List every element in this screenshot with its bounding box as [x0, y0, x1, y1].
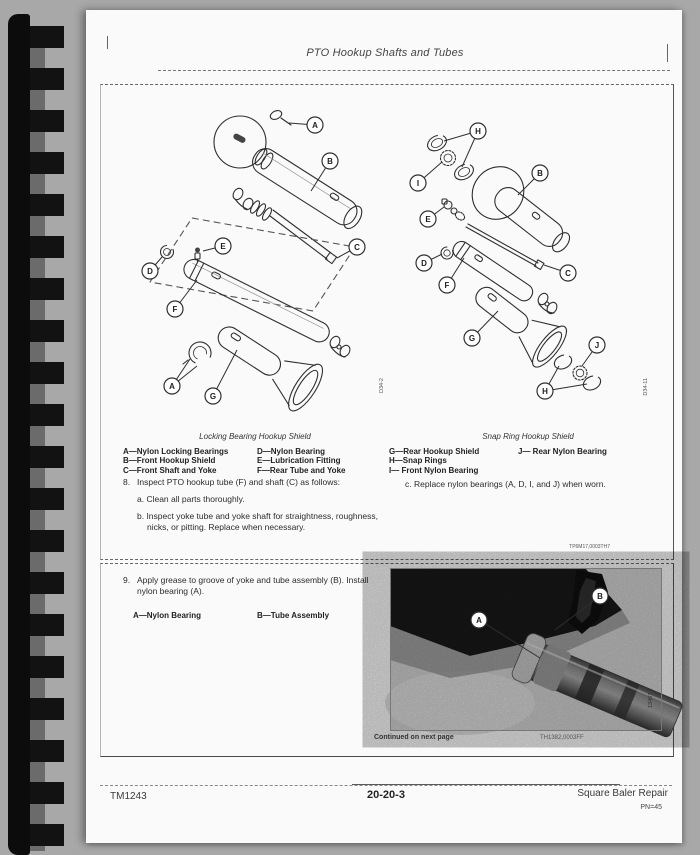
figure-code-right: D34-11: [643, 378, 649, 396]
right-exploded-diagram: [398, 95, 670, 425]
callout-letter-B: B: [537, 168, 543, 178]
running-header: PTO Hookup Shafts and Tubes: [306, 47, 464, 59]
footer-title: Square Baler Repair: [577, 788, 668, 799]
front-shaft-and-yoke: [231, 187, 336, 264]
footer-rule-solid: [352, 784, 620, 785]
step9-legend-a: A—Nylon Bearing: [133, 611, 202, 620]
nylon-locking-bearing: [183, 338, 215, 368]
snap-ring: [452, 161, 476, 183]
step9-number: 9.: [123, 575, 131, 585]
callout-letter-F: F: [444, 280, 450, 290]
legend-column-3: [389, 447, 479, 475]
callout-letter-A: A: [476, 615, 482, 625]
callout-letter-A: A: [312, 120, 318, 130]
callout-letter-G: G: [209, 391, 217, 401]
callout-letter-B: B: [597, 591, 603, 601]
front-shaft: [466, 224, 544, 269]
rear-hookup-shield: [463, 272, 572, 372]
footer-rule: [100, 785, 672, 786]
step8-sub-c: c. Replace nylon bearings (A, D, I, and J) when worn.: [405, 479, 606, 489]
legend-item: G—Rear Hookup Shield: [389, 447, 480, 456]
legend-column-2: [257, 447, 345, 475]
locking-clip: [269, 109, 283, 121]
legend-item: B—Front Hookup Shield: [123, 456, 216, 466]
step8-sub-b: b. Inspect yoke tube and yoke shaft for straightness, roughness, nicks, or pitting. Replace when necessary.: [137, 511, 378, 532]
front-shield-bell: [214, 116, 266, 168]
footer-manual-code: TM1243: [110, 791, 147, 802]
legend-column-4: [518, 447, 607, 456]
step8-number: 8.: [123, 477, 131, 487]
dashed-plane: [150, 218, 355, 311]
legend-item: J— Rear Nylon Bearing: [518, 447, 607, 456]
step9-legend-b: B—Tube Assembly: [257, 611, 330, 620]
right-diagram-callouts: [410, 123, 605, 399]
nylon-bearing-ring: [441, 247, 453, 259]
snap-ring: [552, 352, 574, 371]
callout-letter-C: C: [354, 242, 360, 252]
photo-side-code: 13467: [648, 692, 654, 708]
left-diagram-callouts: [142, 117, 365, 404]
callout-letter-A: A: [169, 381, 175, 391]
legend-item: A—Nylon Locking Bearings: [123, 447, 229, 456]
legend-column-1: [123, 447, 228, 475]
legend-item: H—Snap Rings: [389, 456, 447, 466]
legend-item: I— Front Nylon Bearing: [389, 465, 479, 475]
callout-letter-H: H: [475, 126, 481, 136]
rear-yoke: [536, 292, 559, 316]
callout-letter-E: E: [220, 241, 226, 251]
step9-text: Apply grease to groove of yoke and tube assembly (B). Install nylon bearing (A).: [137, 575, 369, 596]
diagram-caption-right: Snap Ring Hookup Shield: [482, 432, 574, 441]
rear-hookup-shield: [205, 309, 328, 415]
callout-letter-I: I: [416, 178, 420, 188]
callout-letter-B: B: [327, 156, 333, 166]
callout-letter-F: F: [172, 304, 178, 314]
legend-item: E—Lubrication Fitting: [257, 456, 341, 466]
binding-comb-teeth: [26, 26, 64, 851]
figure-code-left: D34-2: [379, 378, 385, 393]
callout-letter-H: H: [542, 386, 548, 396]
snap-ring-hookup-shield-art: [425, 132, 603, 393]
lubrication-fitting: [442, 199, 466, 222]
header-rule: [158, 70, 670, 71]
rear-yoke: [328, 335, 352, 359]
front-nylon-bearing: [441, 151, 456, 166]
continued-note: Continued on next page: [374, 734, 454, 741]
step8-text: Inspect PTO hookup tube (F) and shaft (C) as follows:: [137, 477, 340, 487]
legend-item: C—Front Shaft and Yoke: [123, 465, 217, 475]
step8-ref-code: TP6M17,0003TH7: [569, 544, 610, 550]
diagram-caption-left: Locking Bearing Hookup Shield: [199, 432, 311, 441]
crop-mark: [107, 36, 108, 49]
footer-pn: PN=45: [640, 804, 662, 811]
callout-letter-D: D: [421, 258, 427, 268]
left-exploded-diagram: [115, 95, 395, 425]
front-hookup-shield: [462, 156, 583, 267]
legend-item: F—Rear Tube and Yoke: [257, 465, 346, 475]
callout-letter-G: G: [468, 333, 476, 343]
nylon-bearing-ring: [161, 246, 174, 259]
callout-letter-D: D: [147, 266, 153, 276]
step8-sub-a: a. Clean all parts thoroughly.: [137, 494, 245, 504]
callout-letter-E: E: [425, 214, 431, 224]
rear-nylon-bearing: [573, 366, 587, 380]
crop-mark: [667, 44, 668, 62]
callout-letter-C: C: [565, 268, 571, 278]
step9-ref-code: TH1382,0003FF: [540, 735, 584, 741]
snap-ring: [581, 373, 603, 392]
callout-letter-J: J: [594, 340, 600, 350]
grease-install-photo: [390, 568, 662, 731]
binding-spine: [8, 14, 30, 855]
legend-item: D—Nylon Bearing: [257, 447, 326, 456]
footer-page-number: 20-20-3: [367, 789, 405, 801]
